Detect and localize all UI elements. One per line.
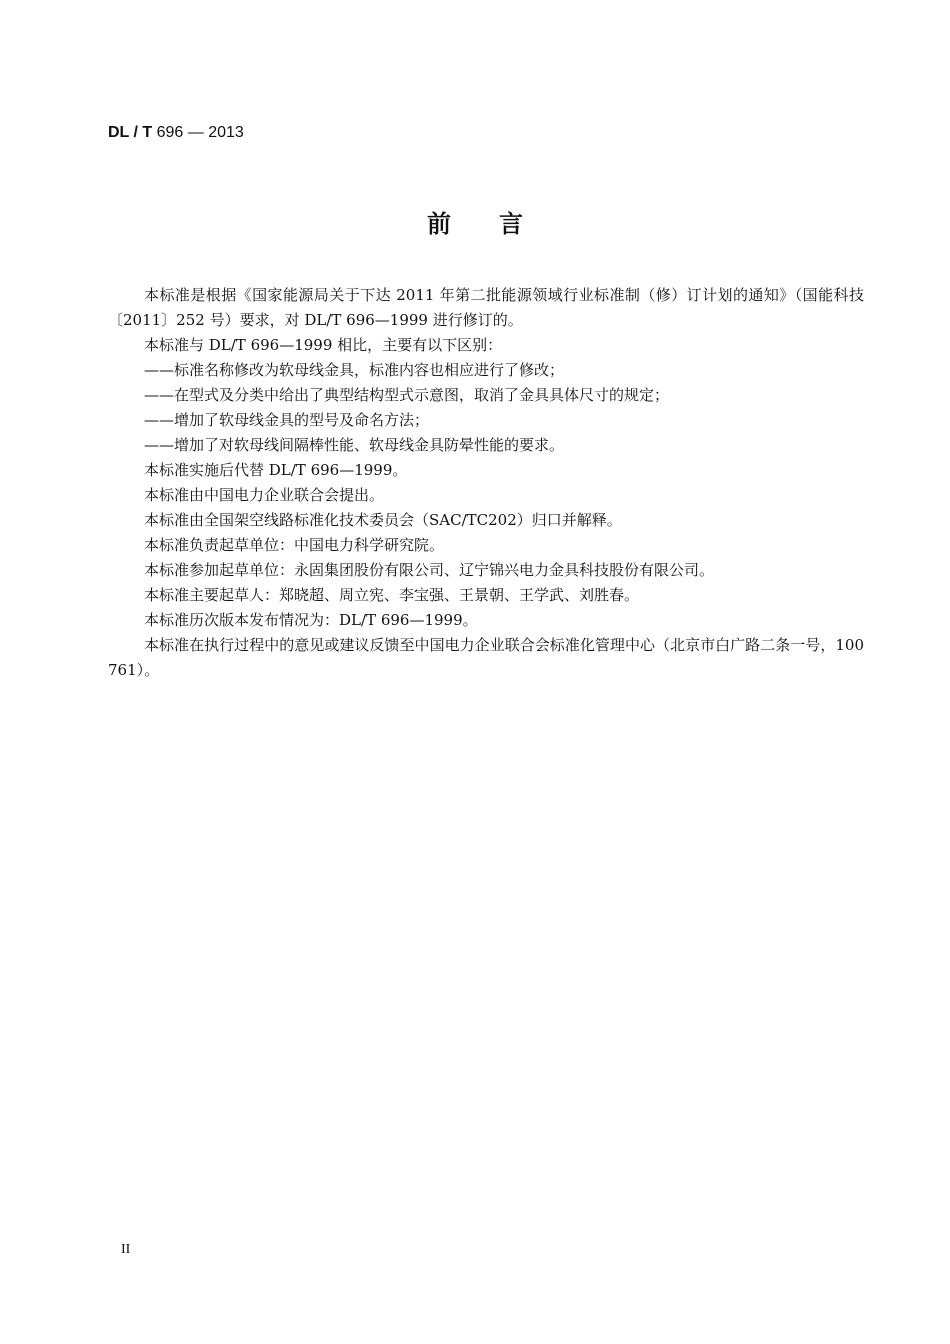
page-number: II — [121, 1242, 131, 1257]
paragraph-participating-drafters: 本标准参加起草单位：永固集团股份有限公司、辽宁锦兴电力金具科技股份有限公司。 — [144, 561, 715, 579]
paragraph-main-drafters: 本标准主要起草人：郑晓超、周立宪、李宝强、王景朝、王学武、刘胜春。 — [144, 586, 640, 604]
paragraph-managed-by: 本标准由全国架空线路标准化技术委员会（SAC/TC202）归口并解释。 — [144, 511, 622, 529]
paragraph-differences-intro: 本标准与 DL/T 696—1999 相比，主要有以下区别： — [144, 336, 503, 354]
paragraph-difference-4: ——增加了对软母线间隔棒性能、软母线金具防晕性能的要求。 — [144, 436, 565, 454]
paragraph-difference-1: ——标准名称修改为软母线金具，标准内容也相应进行了修改； — [144, 361, 565, 379]
title-part-2: 言 — [499, 210, 523, 238]
page-title — [0, 204, 950, 239]
standard-code-header — [108, 124, 244, 142]
paragraph-basis: 本标准是根据《国家能源局关于下达 2011 年第二批能源领域行业标准制（修）订计划的通知》（国能科技〔2011〕252 号）要求，对 DL/T 696—1999 进行修订的。 — [108, 286, 864, 329]
paragraph-version-history: 本标准历次版本发布情况为：DL/T 696—1999。 — [144, 611, 478, 629]
paragraph-difference-2: ——在型式及分类中给出了典型结构型式示意图，取消了金具具体尺寸的规定； — [144, 386, 670, 404]
paragraph-difference-3: ——增加了软母线金具的型号及命名方法； — [144, 411, 430, 429]
paragraph-lead-drafter: 本标准负责起草单位：中国电力科学研究院。 — [144, 536, 445, 554]
paragraph-proposed-by: 本标准由中国电力企业联合会提出。 — [144, 486, 385, 504]
paragraph-feedback: 本标准在执行过程中的意见或建议反馈至中国电力企业联合会标准化管理中心（北京市白广路二条一号，100761）。 — [108, 636, 864, 679]
foreword-body — [108, 283, 864, 683]
title-part-1: 前 — [427, 210, 451, 238]
standard-code-number: 696 — 2013 — [152, 124, 244, 141]
paragraph-replaces: 本标准实施后代替 DL/T 696—1999。 — [144, 461, 408, 479]
standard-code-prefix: DL / T — [108, 124, 153, 141]
